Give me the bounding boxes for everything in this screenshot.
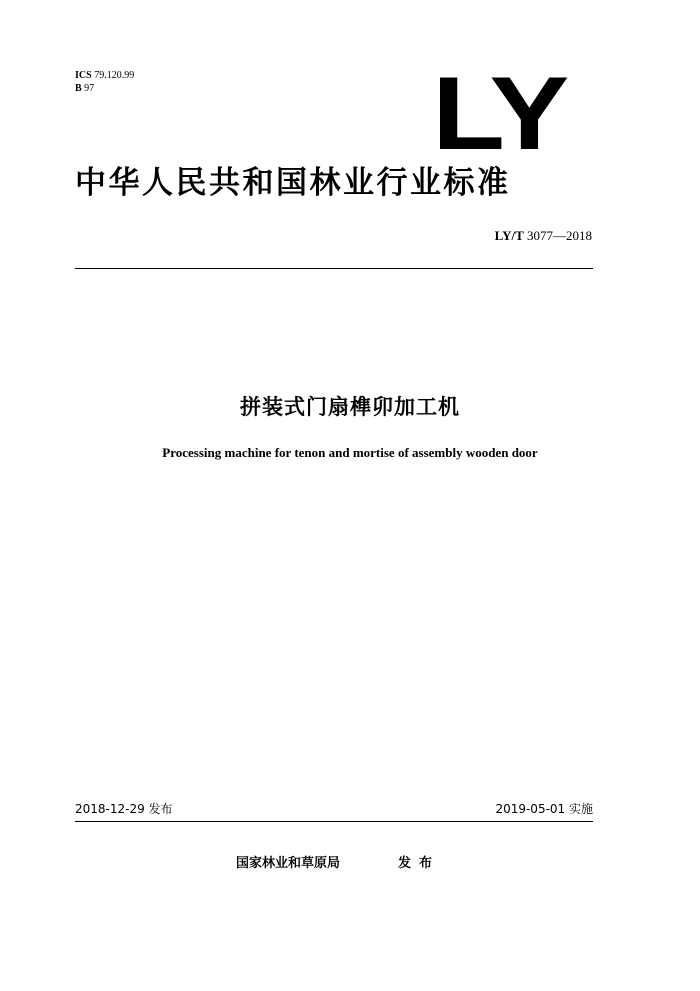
ics-code <box>75 69 134 82</box>
standard-number-value: 3077—2018 <box>527 228 592 243</box>
ics-value: 79.120.99 <box>94 70 135 81</box>
standard-number-prefix: LY/T <box>494 228 524 243</box>
publish-label: 发布 <box>398 856 441 871</box>
chinese-title: 拼装式门扇榫卯加工机 <box>240 395 460 419</box>
ccs-code <box>75 82 134 95</box>
bottom-divider <box>75 821 593 822</box>
ccs-value: 97 <box>84 83 95 94</box>
publisher-name: 国家林业和草原局 <box>236 856 341 871</box>
ly-logo: LY <box>432 56 565 172</box>
top-divider <box>75 268 593 269</box>
issue-date: 2018-12-29 发布 <box>75 802 173 816</box>
implementation-date: 2019-05-01 实施 <box>495 802 593 816</box>
classification-codes <box>75 69 134 95</box>
english-title: Processing machine for tenon and mortise of assembly wooden door <box>162 445 538 460</box>
ics-label: ICS <box>75 70 92 81</box>
standard-number <box>495 228 592 244</box>
ccs-label: B <box>75 83 82 94</box>
standard-category-title: 中华人民共和国林业行业标准 <box>75 165 511 201</box>
